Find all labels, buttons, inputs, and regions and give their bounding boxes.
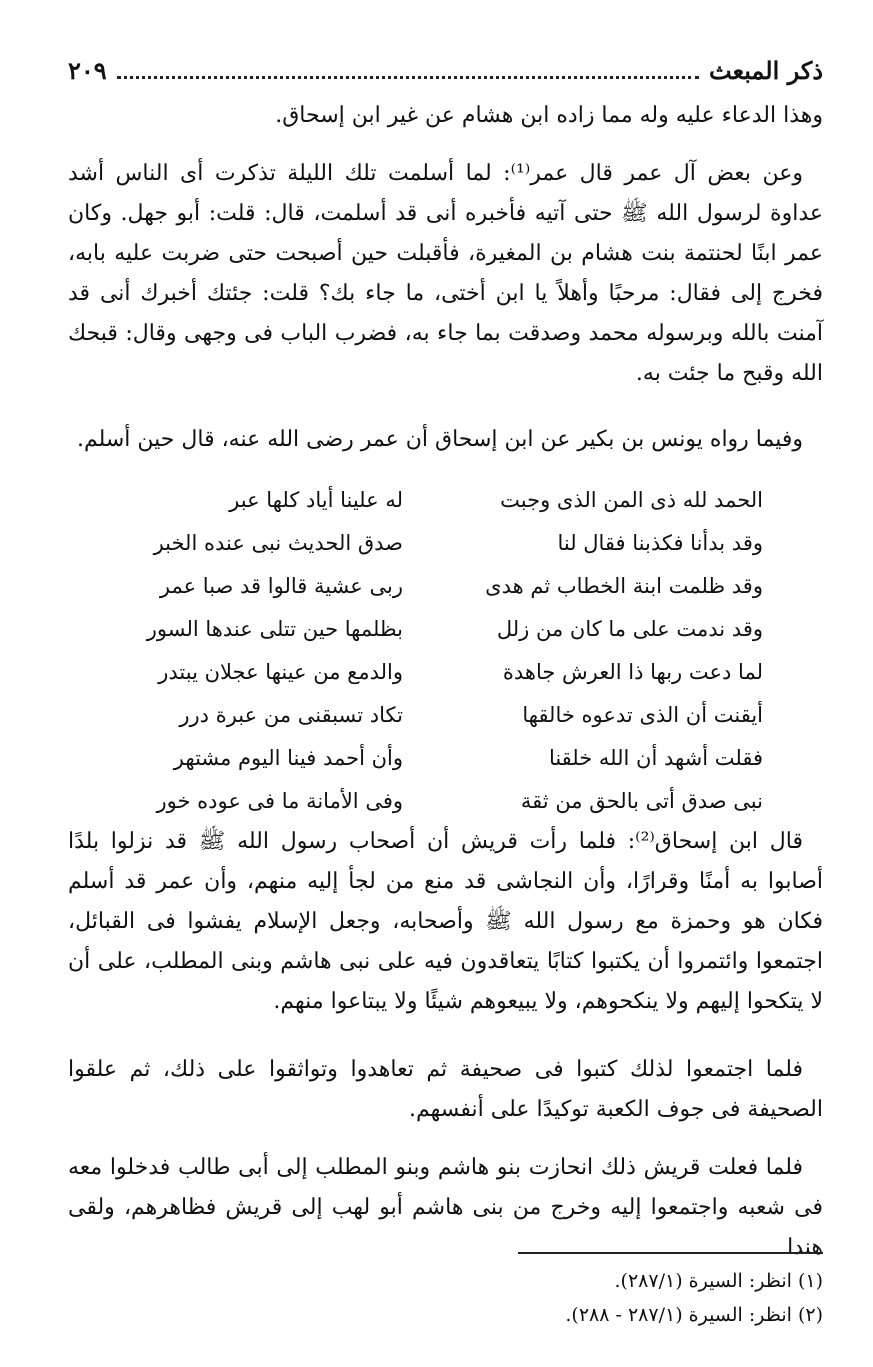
verse-second-hemistich: بظلمها حين تتلى عندها السور <box>146 616 403 641</box>
paragraph-1: وهذا الدعاء عليه وله مما زاده ابن هشام عن غير ابن إسحاق. <box>275 103 823 128</box>
verse-second-hemistich: ربى عشية قالوا قد صبا عمر <box>159 573 403 598</box>
poem-verse <box>120 693 763 736</box>
paragraph-6: فلما فعلت قريش ذلك انحازت بنو هاشم وبنو المطلب إلى أبى طالب فدخلوا معه فى شعبه واجتمعوا إليه وخرج من بنى هاشم أبو لهب إلى قريش فظاهرهم، ولقى هندا <box>68 1155 823 1260</box>
verse-first-hemistich: أيقنت أن الذى تدعوه خالقها <box>522 702 763 727</box>
poem-verse <box>120 736 763 779</box>
poem-verse <box>120 650 763 693</box>
poem-verse <box>120 607 763 650</box>
verse-first-hemistich: وقد ندمت على ما كان من زلل <box>496 616 763 641</box>
verse-first-hemistich: وقد بدأنا فكذبنا فقال لنا <box>557 530 763 555</box>
page-number: ٢٠٩ <box>68 55 107 85</box>
paragraph-4: قال ابن إسحاق⁽²⁾: فلما رأت قريش أن أصحاب رسول الله ﷺ قد نزلوا بلدًا أصابوا به أمنًا وقرارًا، وأن النجاشى قد منع من لجأ إليه منهم، وأن عمر قد أسلم فكان هو وحمزة مع رسول الله ﷺ وأصحابه، وجعل الإسلام يفشوا فى القبائل، اجتمعوا وائتمروا أن يكتبوا كتابًا يتعاقدون فيه على نبى هاشم وبنى المطلب، على أن لا يتكحوا إليهم ولا ينكحوهم، ولا يبيعوهم شيئًا ولا يبتاعوا منهم. <box>68 829 823 1014</box>
verse-second-hemistich: وفى الأمانة ما فى عوده خور <box>156 788 403 813</box>
paragraph-5: فلما اجتمعوا لذلك كتبوا فى صحيفة ثم تعاهدوا وتواثقوا على ذلك، ثم علقوا الصحيفة فى جوف الكعبة توكيدًا على أنفسهم. <box>68 1057 823 1122</box>
verse-first-hemistich: لما دعت ربها ذا العرش جاهدة <box>502 659 763 684</box>
verse-first-hemistich: وقد ظلمت ابنة الخطاب ثم هدى <box>485 573 763 598</box>
footnotes <box>400 1264 823 1332</box>
footnote-separator <box>518 1252 823 1254</box>
chapter-title: ذكر المبعث <box>709 55 823 85</box>
verse-second-hemistich: والدمع من عينها عجلان يبتدر <box>158 659 403 684</box>
poem-verse <box>120 779 763 822</box>
verse-second-hemistich: وأن أحمد فينا اليوم مشتهر <box>173 745 403 770</box>
verse-first-hemistich: فقلت أشهد أن الله خلقنا <box>548 745 763 770</box>
poem-verse <box>120 564 763 607</box>
verse-second-hemistich: له علينا أياد كلها عبر <box>229 487 403 512</box>
footnote-1: (١) انظر: السيرة (٢٨٧/١). <box>614 1270 823 1292</box>
paragraph-3: وفيما رواه يونس بن بكير عن ابن إسحاق أن عمر رضى الله عنه، قال حين أسلم. <box>76 427 803 452</box>
verse-second-hemistich: تكاد تسبقنى من عبرة درر <box>179 702 403 727</box>
leader-dots <box>117 76 699 79</box>
paragraph-2: وعن بعض آل عمر قال عمر⁽¹⁾: لما أسلمت تلك الليلة تذكرت أى الناس أشد عداوة لرسول الله ﷺ حتى آتيه فأخبره أنى قد أسلمت، قال: قلت: أبو جهل. وكان عمر ابنًا لحنتمة بنت هشام بن المغيرة، فأقبلت حين أصبحت حتى ضربت عليه بابه، فخرج إلى فقال: مرحبًا وأهلاً يا ابن أختى، ما جاء بك؟ قلت: جئتك أخبرك أنى قد آمنت بالله وبرسوله محمد وصدقت بما جاء به، فضرب الباب فى وجهى وقال: قبحك الله وقبح ما جئت به. <box>68 161 823 386</box>
verse-first-hemistich: الحمد لله ذى المن الذى وجبت <box>500 487 763 512</box>
verse-second-hemistich: صدق الحديث نبى عنده الخبر <box>153 530 403 555</box>
verse-first-hemistich: نبى صدق أتى بالحق من ثقة <box>520 788 763 813</box>
poem <box>120 478 763 822</box>
poem-verse <box>120 521 763 564</box>
running-header <box>68 48 823 92</box>
poem-verse <box>120 478 763 521</box>
footnote-2: (٢) انظر: السيرة (٢٨٧/١ - ٢٨٨). <box>565 1304 823 1326</box>
